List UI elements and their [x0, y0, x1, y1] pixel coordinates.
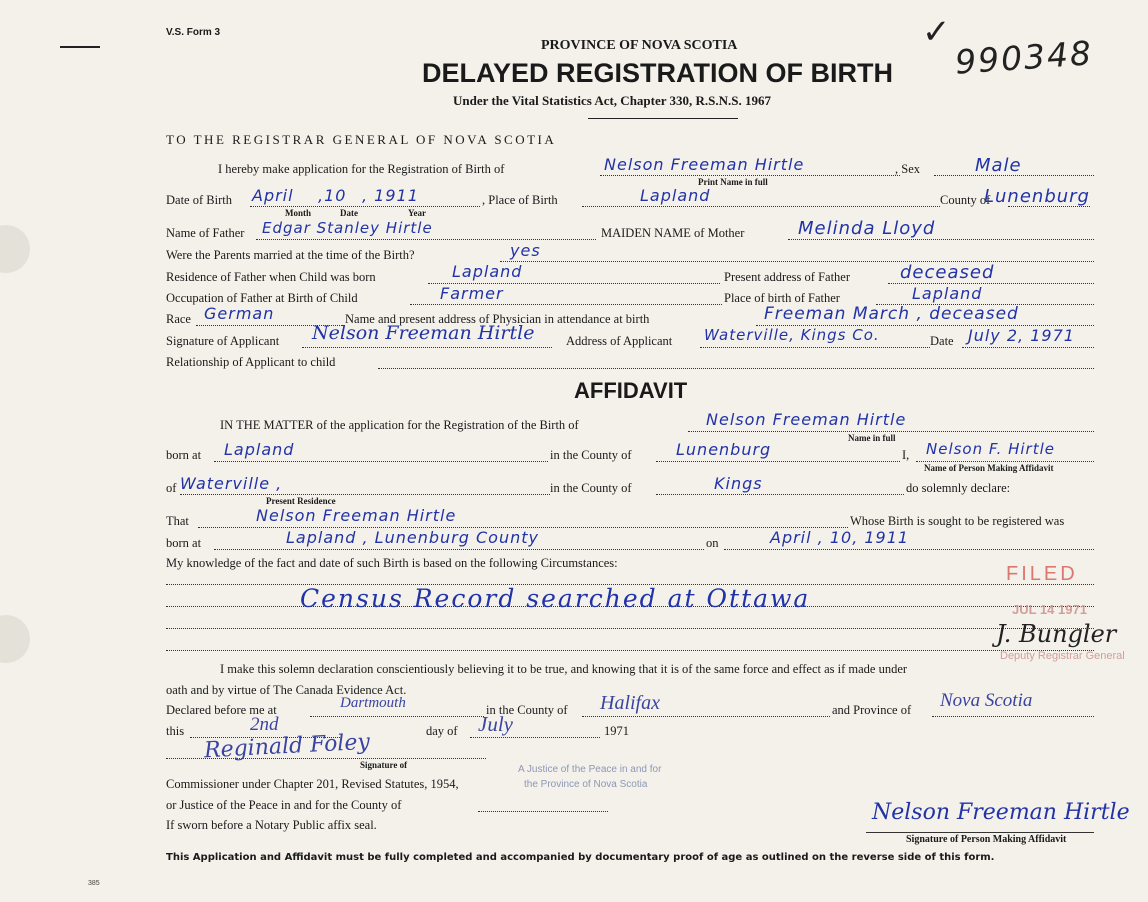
that-name[interactable]: Nelson Freeman Hirtle	[256, 506, 457, 525]
day-of-label: day of	[426, 724, 458, 738]
knowledge-label: My knowledge of the fact and date of such Birth is based on the following Circumstances:	[166, 556, 618, 570]
affidavit-heading: AFFIDAVIT	[574, 378, 688, 403]
circ-line-3	[166, 628, 1094, 629]
notary-label: If sworn before a Notary Public affix seal.	[166, 818, 377, 832]
date-caption: Date	[340, 208, 358, 218]
county2[interactable]: Kings	[714, 474, 763, 493]
father-line	[256, 239, 596, 240]
dob-line	[250, 206, 480, 207]
matter-line	[688, 431, 1094, 432]
occupation[interactable]: Farmer	[440, 284, 504, 303]
res-father[interactable]: Lapland	[452, 262, 523, 281]
title-rule	[588, 118, 738, 119]
oath-label: oath and by virtue of The Canada Evidence Act.	[166, 683, 407, 697]
on-label: on	[706, 536, 719, 550]
registrar-signature: J. Bungler	[996, 620, 1117, 648]
born-at-label: born at	[166, 448, 202, 462]
residence-line	[180, 494, 550, 495]
matter-label: IN THE MATTER of the application for the Registration of the Birth of	[220, 418, 579, 432]
name-full-caption: Name in full	[848, 433, 896, 443]
father-label: Name of Father	[166, 226, 245, 240]
year-caption: Year	[408, 208, 426, 218]
pob-father-label: Place of birth of Father	[724, 291, 840, 305]
place-birth[interactable]: Lapland	[640, 186, 711, 205]
declared-label: Declared before me at	[166, 703, 277, 717]
form-subtitle: Under the Vital Statistics Act, Chapter 330, R.S.N.S. 1967	[453, 93, 772, 108]
county1[interactable]: Lunenburg	[676, 440, 772, 459]
form-number: V.S. Form 3	[166, 27, 221, 38]
married-line	[500, 261, 1094, 262]
solemn-label: I make this solemn declaration conscientiously believing it to be true, and knowing that it is of the same force and effect as if made under	[220, 662, 908, 676]
sig-applicant-label: Signature of Applicant	[166, 334, 280, 348]
physician[interactable]: Freeman March , deceased	[764, 304, 1019, 324]
declared-line	[310, 716, 484, 717]
that-label: That	[166, 514, 189, 528]
to-registrar-line: TO THE REGISTRAR GENERAL OF NOVA SCOTIA	[166, 132, 557, 147]
race-label: Race	[166, 312, 191, 326]
check-mark: ✓	[922, 14, 951, 51]
footer-code: 385	[88, 880, 100, 887]
circumstances[interactable]: Census Record searched at Ottawa	[300, 584, 811, 613]
addr-applicant-line	[700, 347, 930, 348]
date-line	[962, 347, 1094, 348]
province-heading: PROVINCE OF NOVA SCOTIA	[541, 38, 738, 53]
mother-line	[788, 239, 1094, 240]
filed-stamp: FILED	[1006, 563, 1078, 585]
sex-value[interactable]: Male	[975, 155, 1022, 176]
county3[interactable]: Halifax	[600, 692, 660, 714]
month-value[interactable]: July	[478, 712, 513, 736]
declare-label: do solemnly declare:	[906, 481, 1011, 495]
present-father-label: Present address of Father	[724, 270, 851, 284]
physician-label: Name and present address of Physician in attendance at birth	[345, 312, 650, 326]
commissioner-label: Commissioner under Chapter 201, Revised Statutes, 1954,	[166, 777, 459, 791]
margin-dash	[60, 46, 100, 48]
in-county3-label: in the County of	[486, 703, 568, 717]
place-birth-line	[582, 206, 940, 207]
sig-applicant[interactable]: Nelson Freeman Hirtle	[312, 322, 535, 344]
jp-stamp-line-1: A Justice of the Peace in and for	[518, 764, 662, 775]
of-label: of	[166, 481, 177, 495]
this-label: this	[166, 724, 185, 738]
occupation-label: Occupation of Father at Birth of Child	[166, 291, 358, 305]
signature-of-caption: Signature of	[360, 760, 408, 770]
born-at2-line	[214, 549, 704, 550]
county-value[interactable]: Lunenburg	[984, 186, 1090, 207]
affiant-line	[916, 461, 1094, 462]
registration-number: 990348	[953, 33, 1095, 82]
occupation-line	[410, 304, 722, 305]
married-label: Were the Parents married at the time of the Birth?	[166, 248, 415, 262]
whose-birth-label: Whose Birth is sought to be registered was	[850, 514, 1065, 528]
born-at-line	[214, 461, 548, 462]
province-line	[932, 716, 1094, 717]
county1-line	[656, 461, 900, 462]
affiant-name[interactable]: Nelson F. Hirtle	[926, 440, 1056, 458]
form-title: DELAYED REGISTRATION OF BIRTH	[422, 58, 894, 88]
province-label: and Province of	[832, 703, 912, 717]
child-name-line	[600, 175, 900, 176]
filed-date: JUL 14 1971	[1012, 602, 1087, 617]
date-value[interactable]: July 2, 1971	[968, 326, 1075, 345]
affidavit-name[interactable]: Nelson Freeman Hirtle	[706, 410, 907, 429]
affiant-caption: Name of Person Making Affidavit	[924, 463, 1054, 473]
pob-father[interactable]: Lapland	[912, 284, 983, 303]
print-name-caption: Print Name in full	[698, 177, 768, 187]
dob-label: Date of Birth	[166, 193, 232, 207]
addr-applicant[interactable]: Waterville, Kings Co.	[704, 326, 880, 344]
binder-hole-bottom	[0, 615, 30, 663]
born-at2[interactable]: Lapland , Lunenburg County	[286, 528, 539, 547]
race[interactable]: German	[204, 304, 275, 323]
affiant-signature[interactable]: Nelson Freeman Hirtle	[872, 800, 1130, 825]
in-county-label: in the County of	[550, 448, 632, 462]
res-father-label: Residence of Father when Child was born	[166, 270, 376, 284]
born-on[interactable]: April , 10, 1911	[770, 528, 910, 547]
born-on-line	[724, 549, 1094, 550]
year-value: 1971	[604, 724, 629, 738]
month-line	[470, 737, 600, 738]
dob-month[interactable]: April	[252, 186, 294, 205]
sig-applicant-line	[302, 347, 552, 348]
dob-year[interactable]: , 1911	[362, 186, 419, 205]
residence-caption: Present Residence	[266, 496, 336, 506]
jp-stamp-line-2: the Province of Nova Scotia	[524, 779, 648, 790]
affiant-sig-line	[866, 832, 1094, 833]
dob-day[interactable]: ,10	[318, 186, 347, 205]
born-at[interactable]: Lapland	[224, 440, 295, 459]
circ-line-4	[166, 650, 1094, 651]
relationship-line	[378, 368, 1094, 369]
justice-label: or Justice of the Peace in and for the County of	[166, 798, 402, 812]
sex-label: , Sex	[895, 162, 920, 176]
day-value[interactable]: 2nd	[250, 714, 279, 735]
date-label: Date	[930, 334, 954, 348]
registrar-title: Deputy Registrar General	[1000, 650, 1125, 662]
declared-at[interactable]: Dartmouth	[340, 695, 406, 711]
hereby-label: I hereby make application for the Registration of Birth of	[218, 162, 505, 176]
addr-applicant-label: Address of Applicant	[566, 334, 673, 348]
place-birth-label: , Place of Birth	[482, 193, 558, 207]
justice-line	[478, 811, 608, 812]
father-name[interactable]: Edgar Stanley Hirtle	[262, 219, 433, 237]
footer-notice: This Application and Affidavit must be fully completed and accompanied by documentary proof of age as outlined on the reverse side of this form.	[166, 852, 995, 863]
child-name[interactable]: Nelson Freeman Hirtle	[604, 155, 805, 174]
province-value[interactable]: Nova Scotia	[940, 690, 1033, 711]
mother-label: MAIDEN NAME of Mother	[601, 226, 745, 240]
in-county2-label: in the County of	[550, 481, 632, 495]
present-father[interactable]: deceased	[900, 262, 995, 283]
married-value[interactable]: yes	[510, 241, 541, 260]
i-label: I,	[902, 448, 910, 462]
born-at2-label: born at	[166, 536, 202, 550]
county3-line	[582, 716, 830, 717]
residence[interactable]: Waterville ,	[180, 474, 283, 493]
affiant-sig-caption: Signature of Person Making Affidavit	[906, 834, 1067, 845]
county-label: County of	[940, 193, 991, 207]
commissioner-signature[interactable]: Reginald Foley	[203, 729, 371, 764]
relationship-label: Relationship of Applicant to child	[166, 355, 336, 369]
binder-hole-top	[0, 225, 30, 273]
month-caption: Month	[285, 208, 312, 218]
county2-line	[656, 494, 904, 495]
mother-name[interactable]: Melinda Lloyd	[798, 218, 936, 239]
